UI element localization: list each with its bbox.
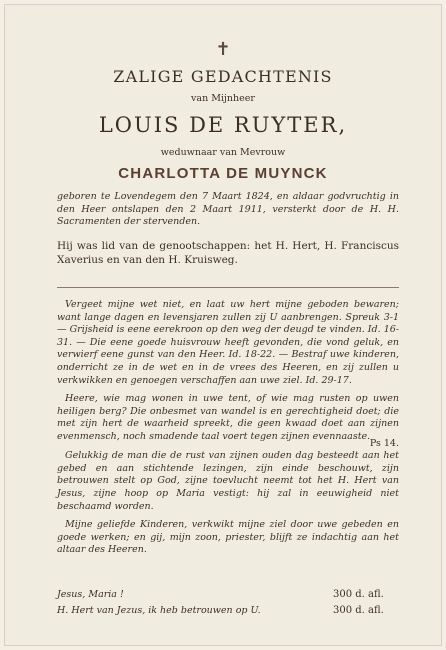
memorial-card (4, 4, 442, 646)
indulgence-row (57, 605, 399, 616)
divider (57, 287, 399, 288)
birth-death-text: geboren te Lovendegem den 7 Maart 1824, en aldaar godvruchtig in den Heer ontslapen den 2 Maart 1911, versterkt door de H. H. Sacramenten der stervenden. (57, 191, 399, 228)
cross-icon: ✝ (215, 39, 231, 60)
indulgence-text: H. Hert van Jezus, ik heb betrouwen op U. (57, 605, 261, 616)
indulgence-text: Jesus, Maria ! (57, 589, 124, 600)
psalm-reference: Ps 14. (369, 437, 399, 449)
paragraph-3: Gelukkig de man die de rust van zijnen ouden dag besteedt aan het gebed en aan stichtende lezingen, zijn einde beschouwt, zijn betrouwen stelt op God, zijne toevlucht neemt tot het H. Hert van Jesus, zijne hoop op Maria vestigt: hij zal in eeuwigheid niet beschaamd worden. (57, 450, 399, 512)
card-title: ZALIGE GEDACHTENIS (113, 67, 333, 86)
subtitle-him: van Mijnheer (191, 93, 255, 104)
deceased-name: LOUIS DE RUYTER, (98, 113, 348, 137)
membership-text: Hij was lid van de genootschappen: het H. Hert, H. Franciscus Xaverius en van den H. Kruisweg. (57, 240, 399, 266)
widower-line: weduwnaar van Mevrouw (160, 147, 286, 158)
paragraph-1: Vergeet mijne wet niet, en laat uw hert mijne geboden bewaren; want lange dagen en levensjaren zullen zij U aanbrengen. Spreuk 3-1 — Grijsheid is eene eerekroon op den weg der deugd te vinden. Id. 16-31. — Die eene goede huisvrouw heeft gevonden, die vond geluk, en verwierf eene gunst van den Heer. Id. 18-22. — Bestraf uwe kinderen, onderricht ze in de wet en in de vrees des Heeren, en zij zullen u verkwikken en genoegen verschaffen aan uwe ziel. Id. 29-17. (57, 299, 399, 386)
spouse-name: CHARLOTTA DE MUYNCK (118, 165, 328, 182)
indulgence-amount: 300 d. afl. (333, 605, 384, 616)
paragraph-4: Mijne geliefde Kinderen, verkwikt mijne ziel door uwe gebeden en goede werken; en gij, mijn zoon, priester, blijft ze indachtig aan het altaar des Heeren. (57, 519, 399, 556)
paragraph-2: Heere, wie mag wonen in uwe tent, of wie mag rusten op uwen heiligen berg? Die onbesmet van wandel is en gerechtigheid doet; die met zijn hert de waarheid spreekt, die geen kwaad doet aan zijnen evenmensch, noch smadende taal voert tegen zijnen evennaaste. (57, 393, 399, 442)
indulgence-row (57, 589, 399, 600)
scripture-text (57, 299, 399, 563)
indulgence-amount: 300 d. afl. (333, 589, 384, 600)
